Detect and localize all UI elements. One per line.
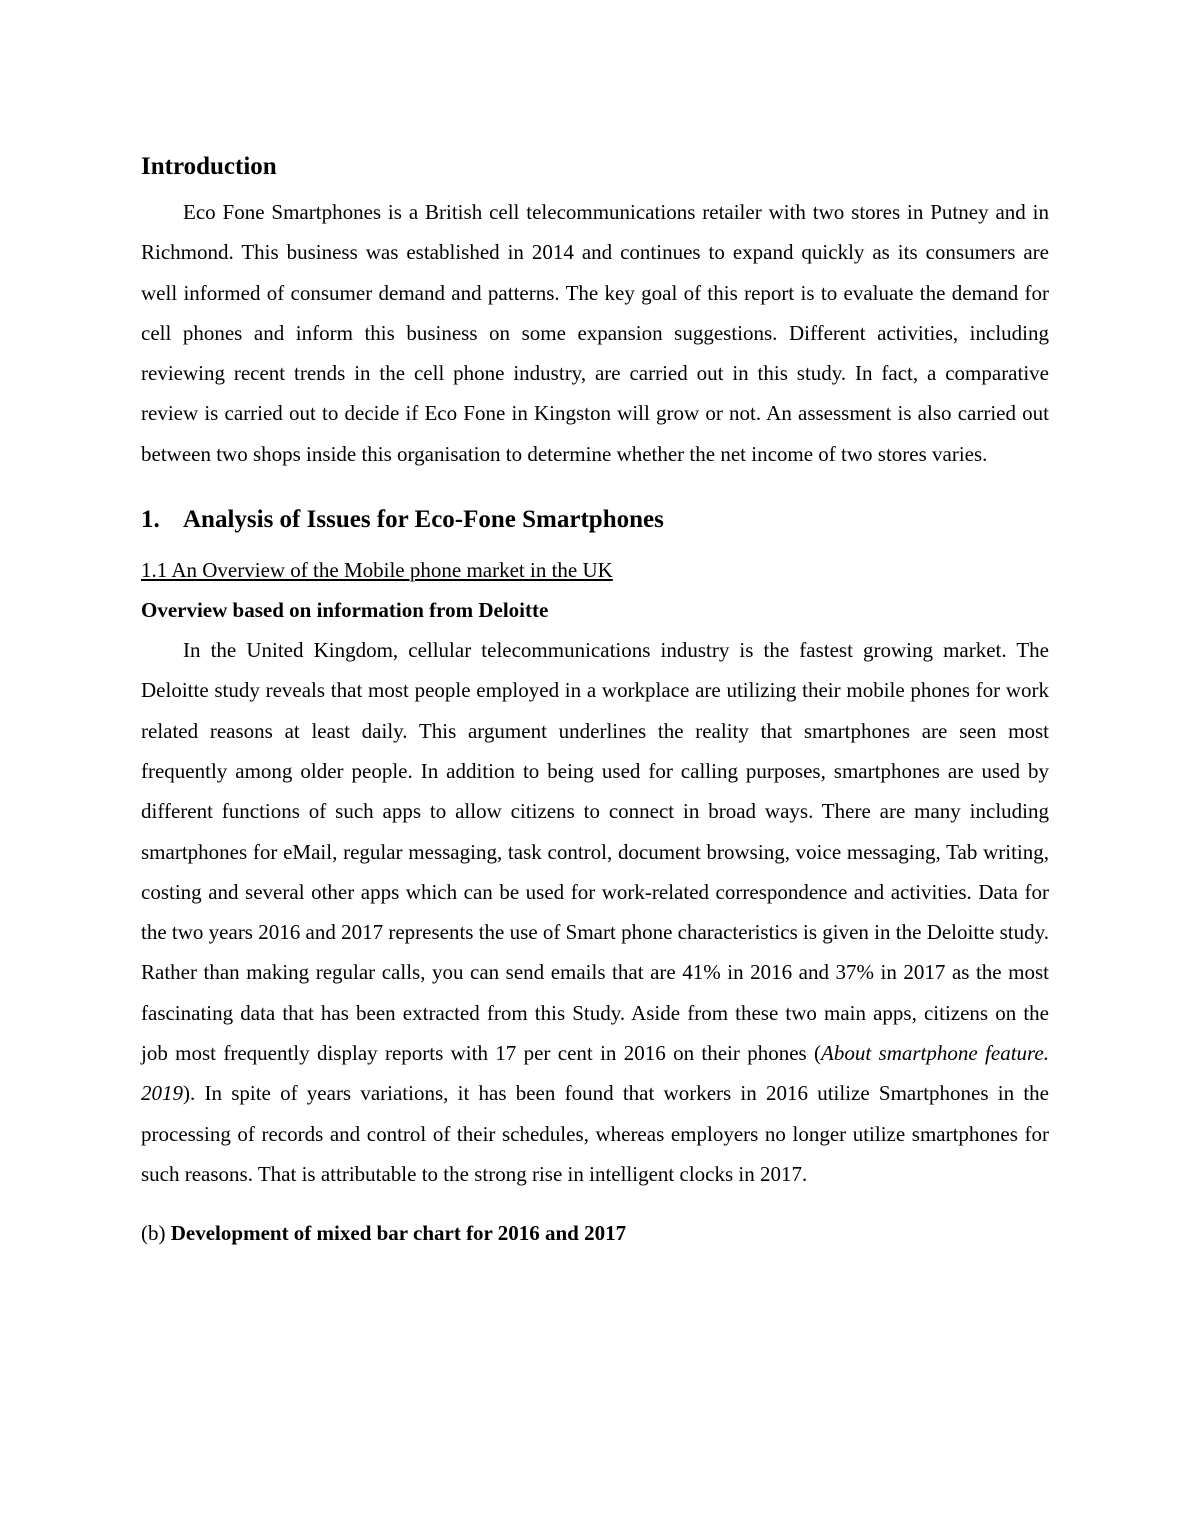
document-page xyxy=(141,150,1049,1253)
chart-section-heading xyxy=(141,1213,1049,1253)
subsection-heading: 1.1 An Overview of the Mobile phone market in the UK xyxy=(141,558,613,583)
introduction-paragraph: Eco Fone Smartphones is a British cell telecommunications retailer with two stores in Putney and in Richmond. This business was established in 2014 and continues to expand quickly as its consumers are well informed of consumer demand and patterns. The key goal of this report is to evaluate the demand for cell phones and inform this business on some expansion suggestions. Different activities, including reviewing recent trends in the cell phone industry, are carried out in this study. In fact, a comparative review is carried out to decide if Eco Fone in Kingston will grow or not. An assessment is also carried out between two shops inside this organisation to determine whether the net income of two stores varies. xyxy=(141,200,1049,466)
paragraph-text-part-1: In the United Kingdom, cellular telecommunications industry is the fastest growing market. The Deloitte study reveals that most people employed in a workplace are utilizing their mobile phones for work related reasons at least daily. This argument underlines the reality that smartphones are seen most frequently among older people. In addition to being used for calling purposes, smartphones are used by different functions of such apps to allow citizens to connect in broad ways. There are many including smartphones for eMail, regular messaging, task control, document browsing, voice messaging, Tab writing, costing and several other apps which can be used for work-related correspondence and activities. Data for the two years 2016 and 2017 represents the use of Smart phone characteristics is given in the Deloitte study. Rather than making regular calls, you can send emails that are 41% in 2016 and 37% in 2017 as the most fascinating data that has been extracted from this Study. Aside from these two main apps, citizens on the job most frequently display reports with 17 per cent in 2016 on their phones ( xyxy=(141,638,1049,1066)
chart-heading-title: Development of mixed bar chart for 2016 and 2017 xyxy=(170,1221,627,1246)
introduction-heading: Introduction xyxy=(141,153,277,180)
paragraph-text-part-2: ). In spite of years variations, it has been found that workers in 2016 utilize Smartphones in the processing of records and control of their schedules, whereas employers no longer utilize smartphones for such reasons. That is attributable to the strong rise in intelligent clocks in 2017. xyxy=(141,1081,1049,1186)
section-1-heading xyxy=(141,498,1049,542)
citation: About smartphone feature. 2019 xyxy=(141,1041,1049,1106)
section-title: Analysis of Issues for Eco-Fone Smartphones xyxy=(183,506,664,534)
section-number: 1. xyxy=(141,506,160,534)
chart-heading-prefix: (b) xyxy=(141,1221,171,1246)
deloitte-overview-heading: Overview based on information from Deloitte xyxy=(141,598,549,623)
deloitte-overview-paragraph xyxy=(141,630,1049,1194)
